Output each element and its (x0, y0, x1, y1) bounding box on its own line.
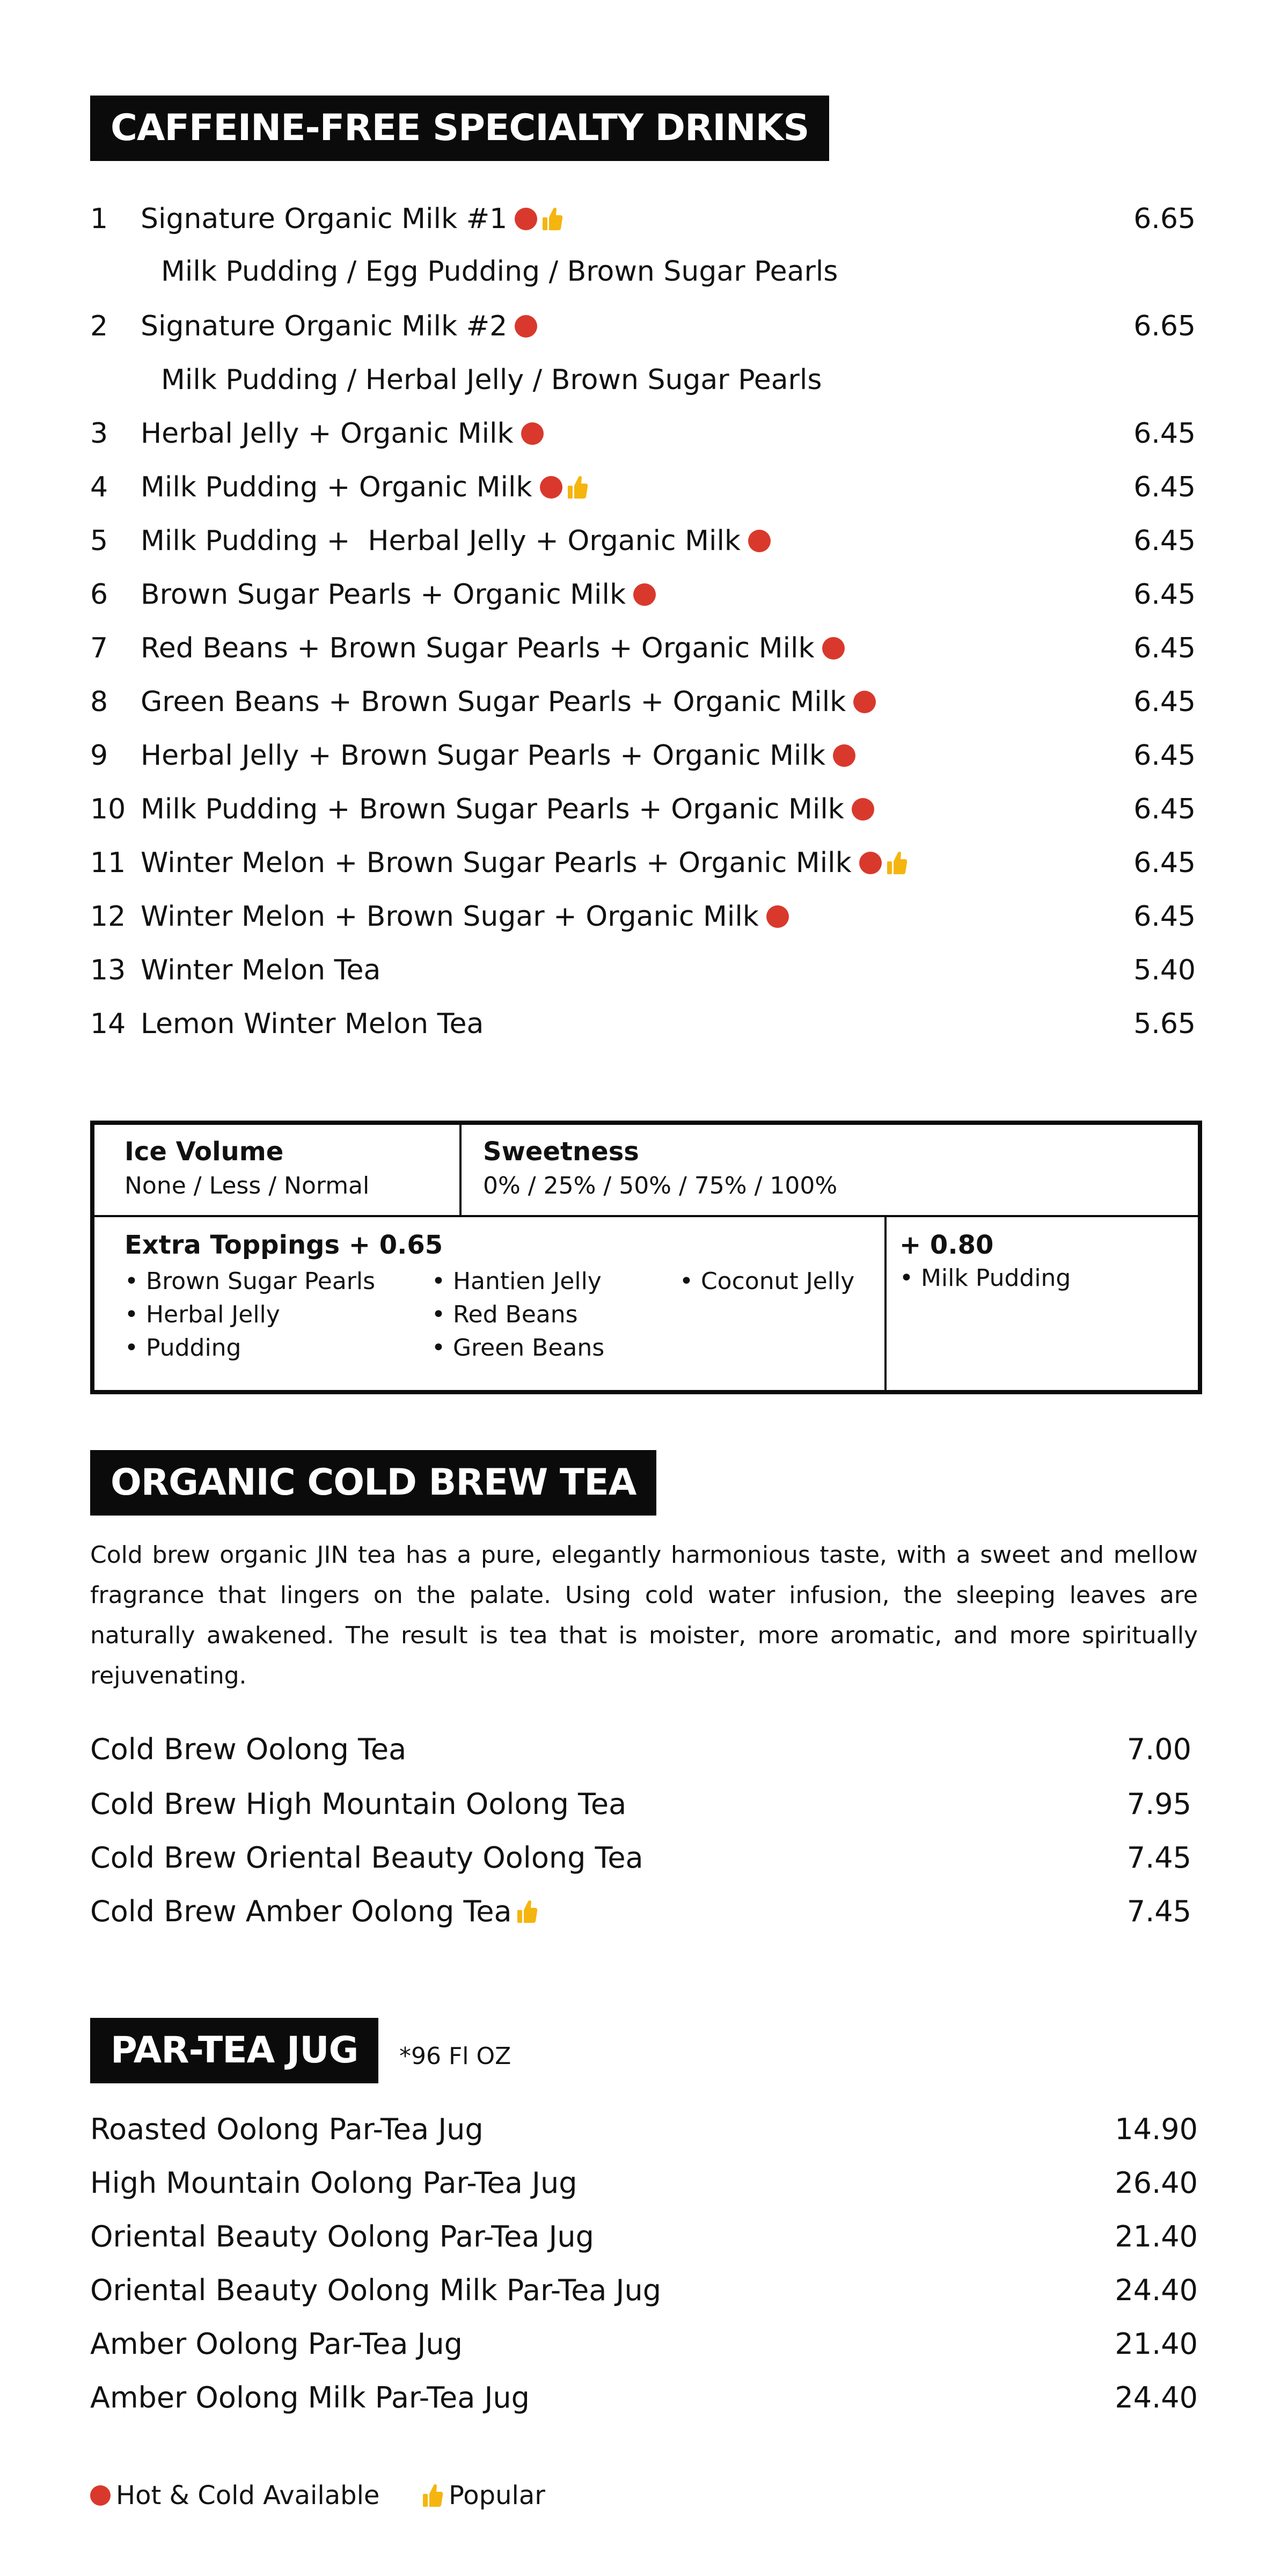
item-price: 6.45 (1133, 686, 1196, 718)
red-dot-icon (515, 208, 537, 230)
options-divider (94, 1215, 1198, 1217)
item-2-description: Milk Pudding / Herbal Jelly / Brown Sugar Pearls (161, 364, 822, 396)
item-number: 4 (90, 471, 108, 503)
item-price: 7.45 (1126, 1894, 1191, 1928)
item-name: Oriental Beauty Oolong Milk Par-Tea Jug (90, 2273, 661, 2307)
item-name: Cold Brew Oolong Tea (90, 1732, 407, 1766)
menu-item (90, 949, 1196, 992)
legend-popular-label: Popular (449, 2480, 545, 2511)
item-name-wrap (141, 949, 380, 992)
item-price: 6.45 (1133, 901, 1196, 933)
topping-item: • Herbal Jelly (125, 1301, 280, 1328)
item-price: 26.40 (1115, 2166, 1198, 2200)
topping-item: • Red Beans (431, 1301, 578, 1328)
item-number: 14 (90, 1008, 126, 1040)
menu-item (90, 197, 1196, 240)
item-number: 7 (90, 632, 108, 664)
menu-item (90, 573, 1196, 616)
red-dot-icon (853, 691, 876, 713)
menu-item (90, 519, 1196, 562)
item-number: 5 (90, 525, 108, 557)
ice-volume-title: Ice Volume (125, 1137, 284, 1167)
red-dot-icon (766, 905, 789, 928)
item-price: 6.45 (1133, 525, 1196, 557)
menu-item (90, 1783, 1191, 1826)
item-number: 11 (90, 847, 126, 879)
options-divider (459, 1125, 462, 1215)
topping-item: • Brown Sugar Pearls (125, 1268, 376, 1295)
item-name: Signature Organic Milk #2 (141, 310, 508, 342)
item-price: 6.45 (1133, 793, 1196, 825)
ice-volume-values: None / Less / Normal (125, 1172, 370, 1199)
red-dot-icon (633, 583, 656, 606)
item-name: Amber Oolong Milk Par-Tea Jug (90, 2381, 530, 2414)
red-dot-icon (833, 744, 855, 767)
sweetness-title: Sweetness (483, 1137, 639, 1167)
options-divider (884, 1215, 887, 1390)
thumbs-up-icon (567, 475, 588, 500)
menu-item (90, 2323, 1198, 2366)
item-price: 6.65 (1133, 310, 1196, 342)
item-name: Herbal Jelly + Brown Sugar Pearls + Organic Milk (141, 740, 826, 772)
jug-title: PAR-TEA JUG (90, 2018, 378, 2083)
legend-hot-cold-label: Hot & Cold Available (116, 2480, 380, 2511)
item-name: Brown Sugar Pearls + Organic Milk (141, 579, 626, 611)
menu-item (90, 1002, 1196, 1045)
menu-item (90, 2108, 1198, 2151)
item-name: High Mountain Oolong Par-Tea Jug (90, 2166, 577, 2200)
item-name: Winter Melon Tea (141, 954, 381, 986)
menu-item (90, 466, 1196, 509)
menu-item (90, 2376, 1198, 2419)
cold-brew-title: ORGANIC COLD BREW TEA (90, 1450, 656, 1516)
item-name: Cold Brew High Mountain Oolong Tea (90, 1787, 627, 1821)
menu-item (90, 2215, 1198, 2258)
item-name-wrap (90, 1890, 538, 1933)
topping-item: • Pudding (125, 1334, 241, 1362)
caffeine-free-title: CAFFEINE-FREE SPECIALTY DRINKS (90, 96, 829, 161)
item-name: Oriental Beauty Oolong Par-Tea Jug (90, 2220, 594, 2253)
item-number: 9 (90, 740, 108, 772)
red-dot-icon (540, 476, 562, 499)
item-price: 7.95 (1126, 1787, 1191, 1821)
item-name: Roasted Oolong Par-Tea Jug (90, 2112, 484, 2146)
item-name: Winter Melon + Brown Sugar Pearls + Organic Milk (141, 847, 852, 879)
item-name-wrap (141, 734, 855, 777)
item-name-wrap (90, 1728, 406, 1771)
item-number: 8 (90, 686, 108, 718)
item-price: 5.40 (1133, 954, 1196, 986)
item-name-wrap (141, 1002, 484, 1045)
item-name: Amber Oolong Par-Tea Jug (90, 2327, 463, 2361)
item-name-wrap (141, 895, 789, 938)
item-number: 13 (90, 954, 126, 986)
item-name-wrap (141, 519, 771, 562)
item-price: 6.45 (1133, 740, 1196, 772)
item-name: Green Beans + Brown Sugar Pearls + Organic Milk (141, 686, 846, 718)
red-dot-icon (521, 422, 544, 445)
red-dot-icon (852, 798, 874, 821)
options-box (90, 1121, 1202, 1394)
item-number: 2 (90, 310, 108, 342)
item-name-wrap (141, 627, 845, 670)
menu-item (90, 788, 1196, 831)
cold-brew-description: Cold brew organic JIN tea has a pure, elegantly harmonious taste, with a sweet and mellow fragrance that lingers on the palate. Using cold water infusion, the sleeping leaves are naturally awakened. The result is tea that is moister, more aromatic, and more spiritually rejuvenating. (90, 1541, 1198, 1689)
toppings-title: Extra Toppings + 0.65 (125, 1230, 443, 1260)
red-dot-icon (748, 530, 771, 552)
menu-item (90, 1836, 1191, 1879)
red-dot-icon (822, 637, 845, 660)
menu-item (90, 895, 1196, 938)
item-price: 6.65 (1133, 203, 1196, 235)
item-name-wrap (141, 573, 656, 616)
item-name: Milk Pudding + Herbal Jelly + Organic Milk (141, 525, 741, 557)
thumbs-up-icon (886, 851, 908, 875)
item-name-wrap (90, 1836, 643, 1879)
menu-item (90, 1728, 1191, 1771)
menu-item (90, 2162, 1198, 2205)
premium-topping-title: + 0.80 (899, 1230, 994, 1260)
item-price: 24.40 (1115, 2381, 1198, 2414)
item-name: Herbal Jelly + Organic Milk (141, 418, 514, 450)
item-price: 6.45 (1133, 632, 1196, 664)
item-name: Milk Pudding + Brown Sugar Pearls + Organic Milk (141, 793, 844, 825)
item-name: Signature Organic Milk #1 (141, 203, 508, 235)
item-price: 6.45 (1133, 471, 1196, 503)
item-number: 10 (90, 793, 126, 825)
menu-item (90, 1890, 1191, 1933)
item-number: 12 (90, 901, 126, 933)
jug-volume-note: *96 Fl OZ (399, 2043, 511, 2070)
item-price: 5.65 (1133, 1008, 1196, 1040)
item-price: 21.40 (1115, 2220, 1198, 2253)
item-name-wrap (141, 305, 537, 348)
topping-item: • Hantien Jelly (431, 1268, 602, 1295)
item-price: 6.45 (1133, 847, 1196, 879)
item-name: Cold Brew Amber Oolong Tea (90, 1894, 512, 1928)
item-name-wrap (90, 1783, 626, 1826)
menu-item (90, 305, 1196, 348)
menu-item (90, 680, 1196, 723)
item-price: 6.45 (1133, 418, 1196, 450)
menu-item (90, 734, 1196, 777)
item-price: 6.45 (1133, 579, 1196, 611)
menu-item (90, 2269, 1198, 2312)
item-name-wrap (141, 197, 563, 240)
item-price: 7.45 (1126, 1841, 1191, 1875)
item-number: 1 (90, 203, 108, 235)
item-name: Winter Melon + Brown Sugar + Organic Milk (141, 901, 759, 933)
item-price: 21.40 (1115, 2327, 1198, 2361)
item-price: 24.40 (1115, 2273, 1198, 2307)
item-name: Cold Brew Oriental Beauty Oolong Tea (90, 1841, 643, 1875)
menu-item (90, 627, 1196, 670)
red-dot-icon (859, 852, 882, 874)
legend-hot-cold (90, 2474, 379, 2517)
topping-item: • Coconut Jelly (679, 1268, 855, 1295)
item-name: Milk Pudding + Organic Milk (141, 471, 532, 503)
item-name-wrap (141, 841, 908, 884)
menu-item (90, 412, 1196, 455)
item-name: Lemon Winter Melon Tea (141, 1008, 484, 1040)
item-number: 3 (90, 418, 108, 450)
item-1-description: Milk Pudding / Egg Pudding / Brown Sugar Pearls (161, 255, 838, 288)
sweetness-values: 0% / 25% / 50% / 75% / 100% (483, 1172, 838, 1199)
item-price: 14.90 (1115, 2112, 1198, 2146)
red-dot-icon (90, 2485, 111, 2506)
item-name-wrap (141, 788, 874, 831)
item-name-wrap (141, 466, 588, 509)
thumbs-up-icon (422, 2483, 443, 2508)
thumbs-up-icon (516, 1899, 538, 1924)
menu-item (90, 841, 1196, 884)
item-name-wrap (141, 680, 876, 723)
item-name: Red Beans + Brown Sugar Pearls + Organic Milk (141, 632, 815, 664)
topping-item: • Green Beans (431, 1334, 605, 1362)
item-price: 7.00 (1126, 1732, 1191, 1766)
legend-popular (422, 2474, 545, 2517)
item-name-wrap (141, 412, 544, 455)
red-dot-icon (515, 315, 537, 338)
thumbs-up-icon (541, 207, 563, 231)
item-number: 6 (90, 579, 108, 611)
premium-topping-item: • Milk Pudding (899, 1264, 1071, 1292)
